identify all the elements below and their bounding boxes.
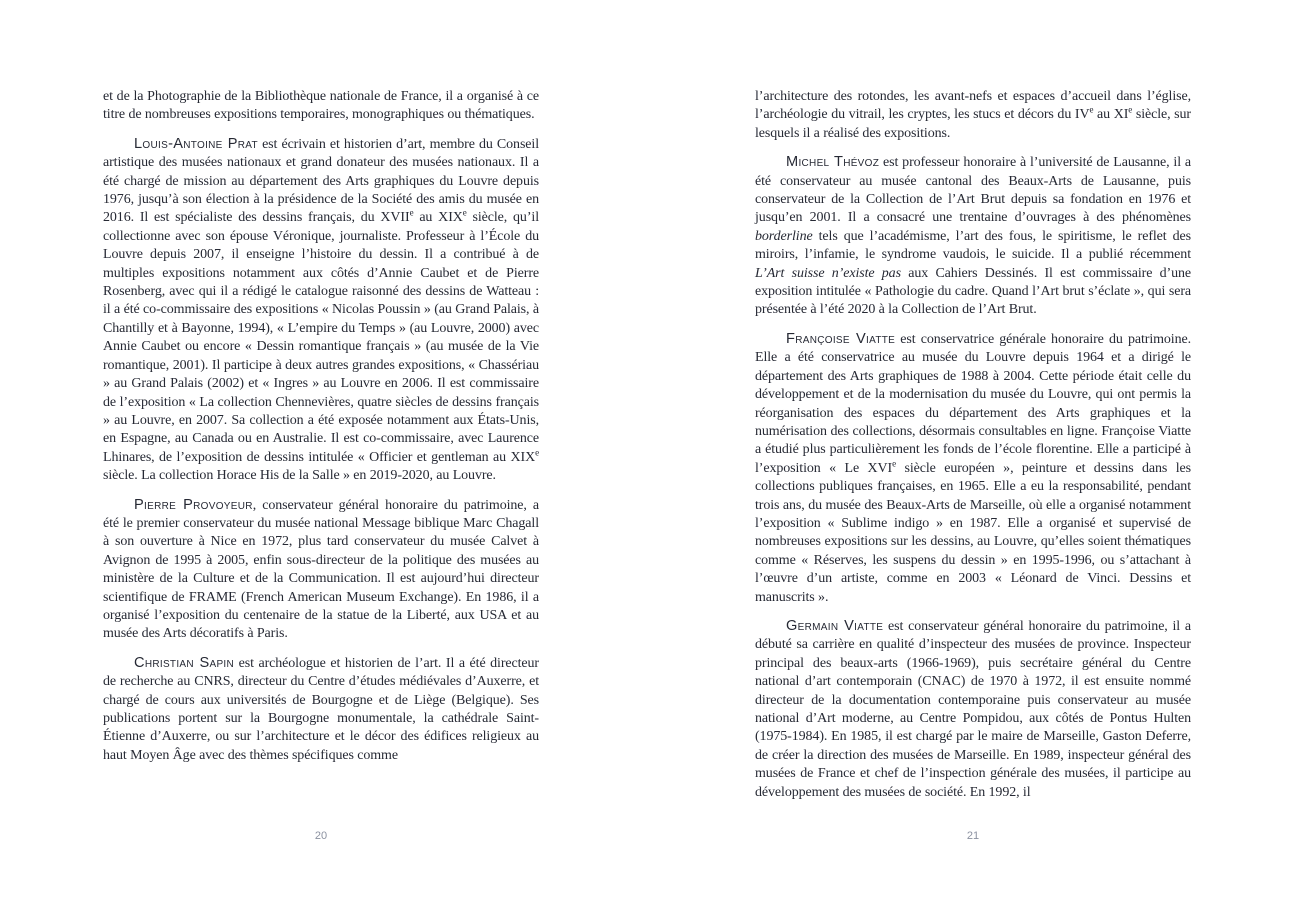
- page-right-text: [755, 88, 1191, 812]
- text-run: est conservatrice générale honoraire du patrimoine. Elle a été conservatrice au musée du Louvre depuis 1964 et a dirigé le département des Arts graphiques de 1988 à 2004. Cette période était celle du développement et de la modernisation du musée du Louvre, qui ont permis la réorganisation des espaces du département des Arts graphiques et la numérisation des collections, désormais consultables en ligne. Françoise Viatte a étudié plus particulièrement les fonds de l’école florentine. Elle a participé à l’exposition « Le XVI: [755, 331, 1192, 476]
- paragraph: [103, 88, 539, 125]
- person-name: Germain Viatte: [786, 617, 884, 634]
- text-run: au XIX: [413, 210, 463, 226]
- text-run: L’Art suisse n’existe pas: [755, 265, 901, 281]
- text-run: et de la Photographie de la Bibliothèque nationale de France, il a organisé à ce titre de nombreuses expositions temporaires, monographiques ou thématiques.: [103, 89, 539, 123]
- text-run: e: [892, 458, 897, 469]
- text-run: siècle européen », peinture et dessins dans les collections publiques françaises, en 1965. Elle a eu la responsabilité, pendant trois ans, du musée des Beaux-Arts de Marseille, où elle a organisé notamment l’exposition « Sublime indigo » en 1987. Elle a organisé et supervisé de nombreuses expositions sur les dessins, au Louvre, qu’elles soient thématiques comme « Réserves, les suspens du dessin » en 1995-1996, ou s’attachant à l’œuvre d’un artiste, comme en 2003 « Léonard de Vinci. Dessins et manuscrits ».: [755, 460, 1191, 605]
- paragraph: [103, 496, 539, 644]
- paragraph: [755, 88, 1191, 143]
- text-run: est écrivain et historien d’art, membre du Conseil artistique des musées nationaux et grand donateur des musées nationaux. Il a été chargé de mission au département des Arts graphiques du Louvre depuis 1976, jusqu’à son élection à la présidence de la Société des amis du musée en 2016. Il est spécialiste des dessins français, du XVII: [103, 136, 539, 226]
- text-run: e: [1128, 104, 1133, 115]
- page-number-left: 20: [314, 830, 328, 842]
- text-run: siècle, qu’il collectionne avec son épouse Véronique, journaliste. Professeur à l’École du Louvre depuis 2007, il enseigne l’histoire du dessin. Il a contribué à de multiples expositions notamment aux côtés d’Annie Caubet et de Pierre Rosenberg, avec qui il a rédigé le catalogue raisonné des dessins de Watteau : il a été co-commissaire des expositions « Nicolas Poussin » (au Grand Palais, à Chantilly et à Bayonne, 1994), « L’empire du Temps » (au Louvre, 2000) avec Annie Caubet ou encore « Dessin romantique français » (au musée de la Vie romantique, 2001). Il participe à deux autres grandes expositions, « Chassériau » au Grand Palais (2002) et « Ingres » au Louvre en 2006. Il est commissaire de l’exposition « La collection Chennevières, quatre siècles de dessins français » au Louvre, en 2007. Sa collection a été exposée notamment aux États-Unis, en Espagne, au Canada ou en Australie. Il est co-commissaire, avec Laurence Lhinares, de l’exposition de dessins intitulée « Officier et gentleman au XIX: [103, 210, 539, 465]
- paragraph: [103, 135, 539, 486]
- page-left-text: [103, 88, 539, 775]
- text-run: e: [535, 447, 539, 458]
- person-name: Michel Thévoz: [786, 154, 880, 171]
- text-run: e: [462, 207, 467, 218]
- text-run: est professeur honoraire à l’université de Lausanne, il a été conservateur au musée cantonal des Beaux-Arts de Lausanne, puis conservateur de la Collection de l’Art Brut depuis sa fondation en 1976 et jusqu’en 2001. Il a consacré une trentaine d’ouvrages à des phénomènes: [755, 155, 1191, 226]
- paragraph: [755, 330, 1191, 607]
- text-run: l’architecture des rotondes, les avant-nefs et espaces d’accueil dans l’église, l’archéologie du vitrail, les cryptes, les stucs et décors du IV: [755, 89, 1191, 123]
- person-name: Pierre Provoyeur: [134, 496, 253, 513]
- text-run: est conservateur général honoraire du patrimoine, il a débuté sa carrière en qualité d’inspecteur des musées de province. Inspecteur principal des beaux-arts (1966-1969), puis secrétaire général du Centre national d’art contemporain (CNAC) de 1970 à 1972, il est ensuite nommé directeur de la documentation contemporaine puis conservateur au musée national d’Art moderne, au Centre Pompidou, aux côtés de Pontus Hulten (1975-1984). En 1985, il est chargé par le maire de Marseille, Gaston Deferre, de créer la direction des musées de Marseille. En 1989, inspecteur général des musées de France et chef de l’inspection générale des musées, il participe au développement des musées de société. En 1992, il: [755, 618, 1192, 800]
- text-run: e: [409, 207, 414, 218]
- text-run: siècle, sur lesquels il a réalisé des expositions.: [755, 107, 1191, 141]
- text-run: au XI: [1093, 107, 1129, 123]
- text-run: , conservateur général honoraire du patrimoine, a été le premier conservateur du musée national Message biblique Marc Chagall à son ouverture à Nice en 1972, plus tard conservateur du musée Calvet à Avignon de 1995 à 2005, enfin sous-directeur de la politique des musées au ministère de la Culture et de la Communication. Il est aujourd’hui directeur scientifique de FRAME (French American Museum Exchange). En 1986, il a organisé l’exposition du centenaire de la statue de la Liberté, aux USA et au musée des Arts décoratifs à Paris.: [103, 497, 539, 642]
- text-run: borderline: [755, 228, 813, 244]
- text-run: est archéologue et historien de l’art. Il a été directeur de recherche au CNRS, directeur du Centre d’études médiévales d’Auxerre, et chargé de cours aux universités de Bourgogne et de Liège (Belgique). Ses publications portent sur la Bourgogne monumentale, la cathédrale Saint-Étienne d’Auxerre, ou sur l’architecture et le décor des édifices religieux au haut Moyen Âge avec des thèmes spécifiques comme: [103, 655, 539, 763]
- paragraph: [103, 654, 539, 765]
- paragraph: [755, 617, 1191, 802]
- text-run: siècle. La collection Horace His de la Salle » en 2019-2020, au Louvre.: [103, 468, 496, 484]
- person-name: Christian Sapin: [134, 654, 235, 671]
- person-name: Françoise Viatte: [786, 330, 896, 347]
- text-run: tels que l’académisme, l’art des fous, le spiritisme, le reflet des miroirs, l’infamie, le syndrome vaudois, le suicide. Il a publié récemment: [755, 228, 1191, 263]
- text-run: aux Cahiers Dessinés. Il est commissaire d’une exposition intitulée « Pathologie du cadre. Quand l’Art brut s’éclate », qui sera présentée à l’été 2020 à la Collection de l’Art Brut.: [755, 265, 1191, 318]
- text-run: e: [1089, 104, 1094, 115]
- paragraph: [755, 153, 1191, 320]
- page-number-right: 21: [966, 830, 980, 842]
- person-name: Louis-Antoine Prat: [134, 135, 258, 152]
